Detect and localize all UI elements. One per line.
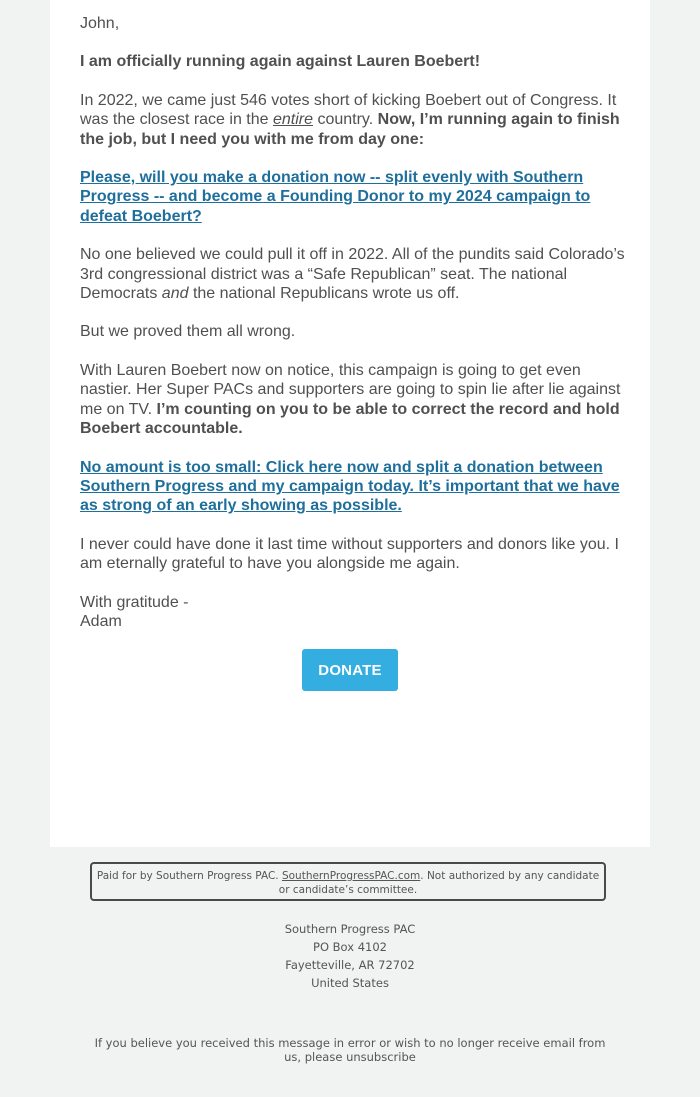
paragraph-intro-text-2: country. [313,111,378,129]
greeting: John, [80,15,120,32]
paragraph-intro [80,91,625,149]
address-line: PO Box 4102 [313,940,387,954]
paragraph-pundits-text-2: the national Republicans wrote us off. [188,285,460,303]
paragraph-gratitude: I never could have done it last time without supporters and donors like you. I am eternally grateful to have you alongside me again. [80,535,619,573]
email-body-text [80,14,625,631]
paragraph-pundits-text: No one believed we could pull it off in 2022. All of the pundits said Colorado’s 3rd congressional district was a “Safe Republican” seat. The national Democrats [80,246,625,303]
paragraph-notice [80,361,625,439]
donation-link-founding-donor[interactable]: Please, will you make a donation now -- split evenly with Southern Progress -- and become a Founding Donor to my 2024 campaign to defeat Boebert? [80,169,591,225]
email-body-card [50,0,650,847]
paragraph-intro-emphasis: entire [272,111,314,129]
headline: I am officially running again against Lauren Boebert! [80,53,481,71]
pac-website-link[interactable]: SouthernProgressPAC.com [281,870,421,882]
paragraph-notice-text: With Lauren Boebert now on notice, this campaign is going to get even nastier. Her Super PACs and supporters are going to spin lie after lie against me on TV. [80,361,621,418]
paragraph-pundits [80,245,625,303]
paragraph-intro-text: In 2022, we came just 546 votes short of kicking Boebert out of Congress. It was the closest race in the [80,91,617,129]
paragraph-proved-wrong: But we proved them all wrong. [80,323,296,341]
paragraph-intro-bold: Now, I’m running again to finish the job, but I need you with me from day one: [80,111,620,148]
paid-for-disclaimer [90,862,606,901]
donate-button[interactable]: DONATE [302,649,398,691]
cta-link-2-wrapper [80,458,625,516]
mailing-address [50,920,650,992]
paragraph-pundits-emphasis: and [161,285,189,303]
disclaimer-suffix: . Not authorized by any candidate or candidate’s committee. [278,870,600,896]
signoff: With gratitude - [80,593,189,611]
address-line: United States [311,976,389,990]
unsubscribe-notice[interactable]: If you believe you received this message in error or wish to no longer receive email from us, please unsubscribe [94,1036,606,1064]
address-line: Fayetteville, AR 72702 [285,958,415,972]
email-footer [50,847,650,1097]
paragraph-notice-bold: I’m counting on you to be able to correct the record and hold Boebert accountable. [80,400,620,438]
signature: Adam [80,612,122,630]
disclaimer-prefix: Paid for by Southern Progress PAC. [96,870,282,882]
address-line: Southern Progress PAC [284,922,416,936]
donation-link-split[interactable]: No amount is too small: Click here now and split a donation between Southern Progress and my campaign today. It’s important that we have as strong of an early showing as possible. [80,458,620,515]
cta-link-1-wrapper [80,168,625,226]
